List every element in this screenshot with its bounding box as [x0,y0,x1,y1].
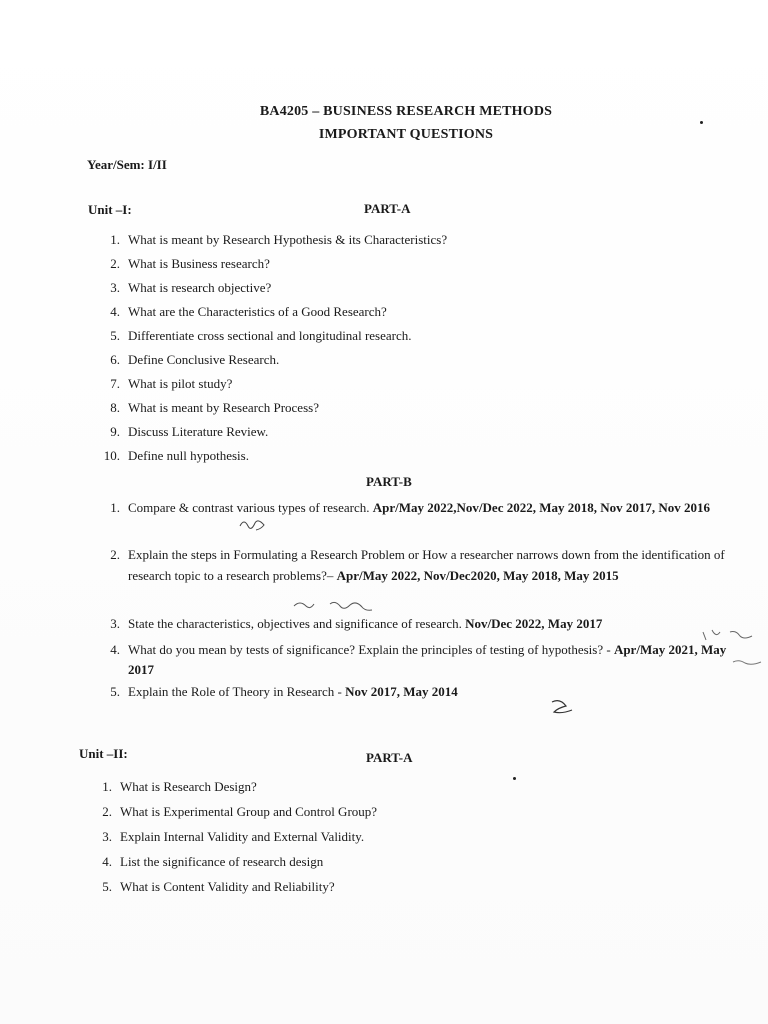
question-number: 2. [110,547,120,562]
list-item [98,328,718,352]
question-text [128,684,730,700]
question-number: 1. [110,232,120,247]
unit-1-part-a-list [98,232,718,472]
year-semester: Year/Sem: I/II [87,157,167,172]
exam-reference: Apr/May 2022, Nov/Dec2020, May 2018, May 2015 [336,568,619,583]
question-body: Explain the Role of Theory in Research - [128,684,342,699]
list-item [98,280,718,304]
pen-mark-scribble [290,596,380,614]
question-number: 5. [110,684,120,699]
unit-1-part-b-list [98,498,730,708]
list-item [98,448,718,472]
list-item [98,640,730,684]
scan-speck [513,777,516,780]
question-number: 4. [110,304,120,319]
pen-mark-scribble [237,516,267,534]
question-text: What is Content Validity and Reliability? [120,879,335,894]
question-text: What is meant by Research Hypothesis & its Characteristics? [128,232,448,247]
question-text: Explain Internal Validity and External Validity. [120,829,365,844]
question-number: 7. [110,376,120,391]
question-number: 4. [102,854,112,869]
question-text: Differentiate cross sectional and longitudinal research. [128,328,412,343]
question-text: What is meant by Research Process? [128,400,319,415]
list-item [98,256,718,280]
document-title: BA4205 – BUSINESS RESEARCH METHODS [259,104,553,119]
question-text: Discuss Literature Review. [128,424,269,439]
question-number: 8. [110,400,120,415]
question-text: What is pilot study? [128,376,233,391]
question-body: Compare & contrast various types of research. [128,500,370,515]
list-item [98,616,730,640]
question-text: Define Conclusive Research. [128,352,280,367]
document-subtitle: IMPORTANT QUESTIONS [318,127,494,142]
question-number: 2. [110,256,120,271]
pen-mark-scribble [730,656,766,670]
exam-reference: Apr/May 2021, May 2017 [128,642,727,677]
question-number: 4. [110,642,120,657]
question-body: What do you mean by tests of significance? Explain the principles of testing of hypothesis? - [128,642,611,657]
question-text: What is Research Design? [120,779,257,794]
question-number: 5. [102,879,112,894]
list-item [98,352,718,376]
exam-reference: Nov/Dec 2022, May 2017 [465,616,603,631]
question-text [128,498,730,518]
unit-2-part-a-heading: PART-A [366,750,413,765]
question-text: List the significance of research design [120,854,324,869]
question-number: 1. [102,779,112,794]
question-number: 3. [110,616,120,631]
question-number: 2. [102,804,112,819]
question-number: 6. [110,352,120,367]
list-item [98,684,730,708]
question-number: 9. [110,424,120,439]
unit-1-label: Unit –I: [88,202,132,217]
unit-1-part-a-heading: PART-A [364,201,411,216]
unit-1-part-b-heading: PART-B [366,474,412,489]
question-number: 1. [110,500,120,515]
list-item [98,232,718,256]
question-text: What is Experimental Group and Control Group? [120,804,378,819]
question-text: What are the Characteristics of a Good Research? [128,304,387,319]
scan-speck [700,121,703,124]
list-item [90,804,710,829]
unit-2-label: Unit –II: [79,746,128,761]
question-body: Explain the steps in Formulating a Research Problem or How a researcher narrows down from the identification of research topic to a research problems?– [128,547,725,583]
question-body: State the characteristics, objectives and significance of research. [128,616,462,631]
pen-mark-scribble [548,696,578,716]
list-item [90,829,710,854]
question-text: What is Business research? [128,256,270,271]
exam-reference: Apr/May 2022,Nov/Dec 2022, May 2018, Nov 2017, Nov 2016 [372,500,711,515]
pen-mark-scribble [700,626,760,644]
list-item [90,854,710,879]
list-item [98,498,730,544]
list-item [98,424,718,448]
question-number: 10. [103,448,120,463]
list-item [90,779,710,804]
exam-reference: Nov 2017, May 2014 [345,684,458,699]
list-item [98,376,718,400]
question-text [128,640,730,680]
question-text [128,544,730,586]
question-text: What is research objective? [128,280,272,295]
unit-2-part-a-list [90,779,710,904]
list-item [98,400,718,424]
list-item [98,304,718,328]
list-item [98,544,730,616]
question-text: Define null hypothesis. [128,448,249,463]
question-number: 3. [102,829,112,844]
list-item [90,879,710,904]
question-text [128,616,730,632]
question-number: 3. [110,280,120,295]
question-number: 5. [110,328,120,343]
